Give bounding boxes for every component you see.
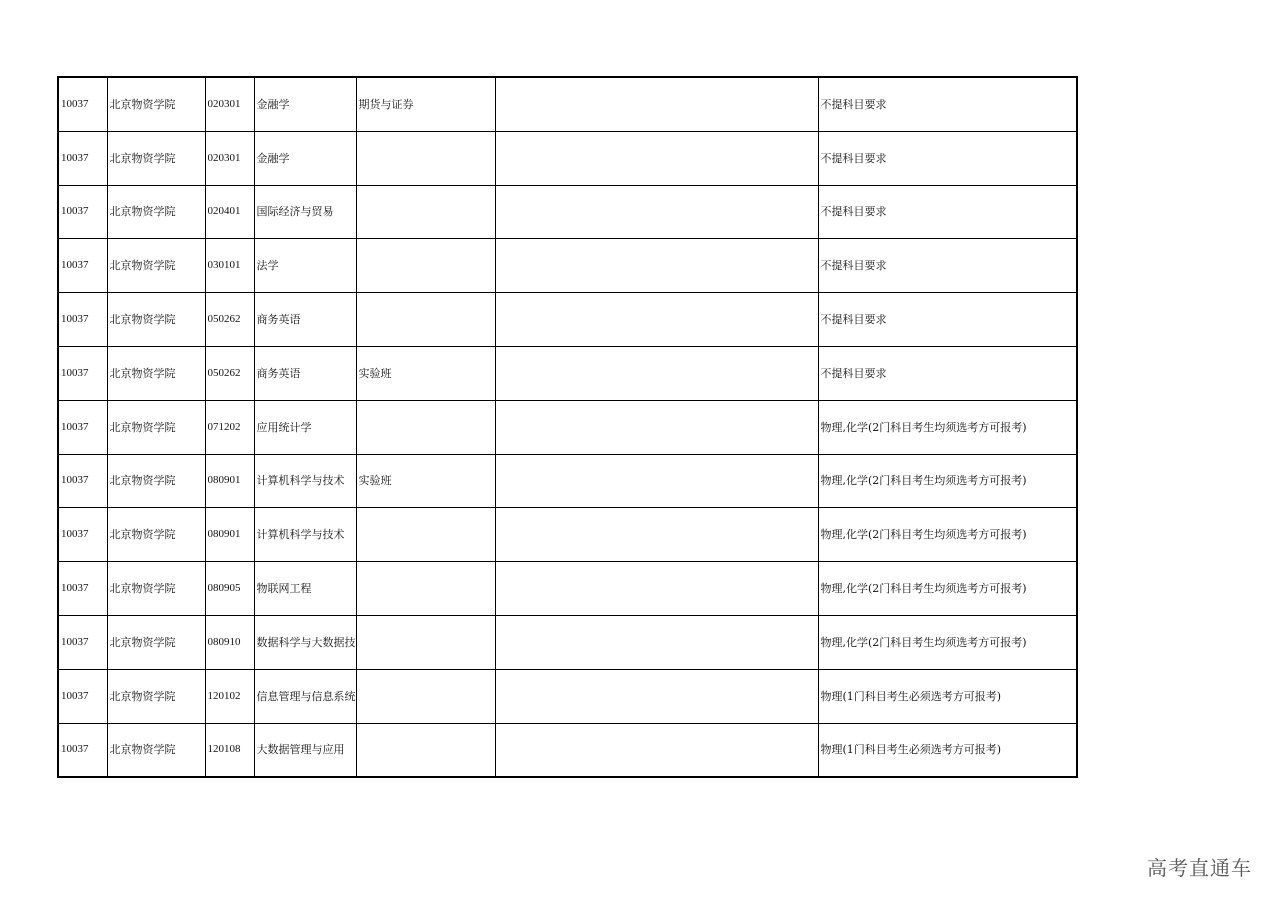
table-row [58,454,1077,508]
table-row [58,131,1077,185]
major-code-cell: 050262 [205,346,254,400]
school-code-cell: 10037 [58,77,107,131]
requirement-cell: 物理,化学(2门科目考生均须选考方可报考) [818,508,1077,562]
major-name-cell: 国际经济与贸易 [254,185,356,239]
notes-cell [495,723,818,777]
major-name-cell: 大数据管理与应用 [254,723,356,777]
table-row [58,346,1077,400]
major-name-cell: 法学 [254,239,356,293]
major-code-cell: 050262 [205,293,254,347]
school-name-cell: 北京物资学院 [107,508,205,562]
direction-cell [356,669,495,723]
notes-cell [495,185,818,239]
school-code-cell: 10037 [58,669,107,723]
major-code-cell: 020301 [205,131,254,185]
major-code-cell: 080901 [205,508,254,562]
notes-cell [495,77,818,131]
notes-cell [495,400,818,454]
requirement-cell: 物理,化学(2门科目考生均须选考方可报考) [818,615,1077,669]
school-name-cell: 北京物资学院 [107,400,205,454]
direction-cell [356,508,495,562]
major-name-cell: 计算机科学与技术 [254,508,356,562]
major-name-cell: 应用统计学 [254,400,356,454]
major-name-cell: 计算机科学与技术 [254,454,356,508]
major-code-cell: 080901 [205,454,254,508]
direction-cell [356,615,495,669]
requirement-cell: 不提科目要求 [818,239,1077,293]
direction-cell [356,185,495,239]
school-code-cell: 10037 [58,723,107,777]
table-row [58,669,1077,723]
school-name-cell: 北京物资学院 [107,723,205,777]
requirement-cell: 物理,化学(2门科目考生均须选考方可报考) [818,400,1077,454]
school-name-cell: 北京物资学院 [107,293,205,347]
school-name-cell: 北京物资学院 [107,239,205,293]
school-name-cell: 北京物资学院 [107,77,205,131]
school-code-cell: 10037 [58,293,107,347]
notes-cell [495,669,818,723]
table-row [58,508,1077,562]
requirement-cell: 不提科目要求 [818,346,1077,400]
school-code-cell: 10037 [58,562,107,616]
direction-cell [356,239,495,293]
school-code-cell: 10037 [58,346,107,400]
school-code-cell: 10037 [58,185,107,239]
table-row [58,185,1077,239]
major-name-cell: 数据科学与大数据技 [254,615,356,669]
school-name-cell: 北京物资学院 [107,185,205,239]
notes-cell [495,454,818,508]
direction-cell: 实验班 [356,454,495,508]
requirement-cell: 物理,化学(2门科目考生均须选考方可报考) [818,562,1077,616]
requirement-cell: 物理,化学(2门科目考生均须选考方可报考) [818,454,1077,508]
notes-cell [495,293,818,347]
major-code-cell: 120102 [205,669,254,723]
school-code-cell: 10037 [58,508,107,562]
major-name-cell: 金融学 [254,131,356,185]
major-code-cell: 120108 [205,723,254,777]
table-row [58,77,1077,131]
requirement-cell: 不提科目要求 [818,185,1077,239]
direction-cell [356,400,495,454]
school-name-cell: 北京物资学院 [107,669,205,723]
major-code-cell: 030101 [205,239,254,293]
requirement-cell: 物理(1门科目考生必须选考方可报考) [818,723,1077,777]
direction-cell [356,131,495,185]
school-name-cell: 北京物资学院 [107,131,205,185]
school-name-cell: 北京物资学院 [107,562,205,616]
major-code-cell: 020401 [205,185,254,239]
school-name-cell: 北京物资学院 [107,346,205,400]
table-body [58,77,1077,777]
requirement-cell: 不提科目要求 [818,293,1077,347]
notes-cell [495,508,818,562]
major-code-cell: 020301 [205,77,254,131]
table-row [58,400,1077,454]
watermark-text: 高考直通车 [1147,856,1252,880]
direction-cell [356,723,495,777]
table-row [58,723,1077,777]
table-row [58,562,1077,616]
major-name-cell: 金融学 [254,77,356,131]
major-code-cell: 080905 [205,562,254,616]
requirement-cell: 物理(1门科目考生必须选考方可报考) [818,669,1077,723]
school-code-cell: 10037 [58,400,107,454]
major-code-cell: 080910 [205,615,254,669]
direction-cell: 实验班 [356,346,495,400]
notes-cell [495,346,818,400]
requirement-cell: 不提科目要求 [818,131,1077,185]
direction-cell [356,562,495,616]
major-name-cell: 商务英语 [254,293,356,347]
table-row [58,293,1077,347]
school-code-cell: 10037 [58,239,107,293]
school-code-cell: 10037 [58,615,107,669]
major-code-cell: 071202 [205,400,254,454]
school-code-cell: 10037 [58,131,107,185]
notes-cell [495,239,818,293]
major-name-cell: 信息管理与信息系统 [254,669,356,723]
notes-cell [495,562,818,616]
notes-cell [495,131,818,185]
requirement-cell: 不提科目要求 [818,77,1077,131]
school-code-cell: 10037 [58,454,107,508]
major-name-cell: 物联网工程 [254,562,356,616]
direction-cell [356,293,495,347]
direction-cell: 期货与证券 [356,77,495,131]
notes-cell [495,615,818,669]
table-row [58,615,1077,669]
school-name-cell: 北京物资学院 [107,454,205,508]
subject-requirements-table [57,76,1078,778]
table-row [58,239,1077,293]
school-name-cell: 北京物资学院 [107,615,205,669]
major-name-cell: 商务英语 [254,346,356,400]
